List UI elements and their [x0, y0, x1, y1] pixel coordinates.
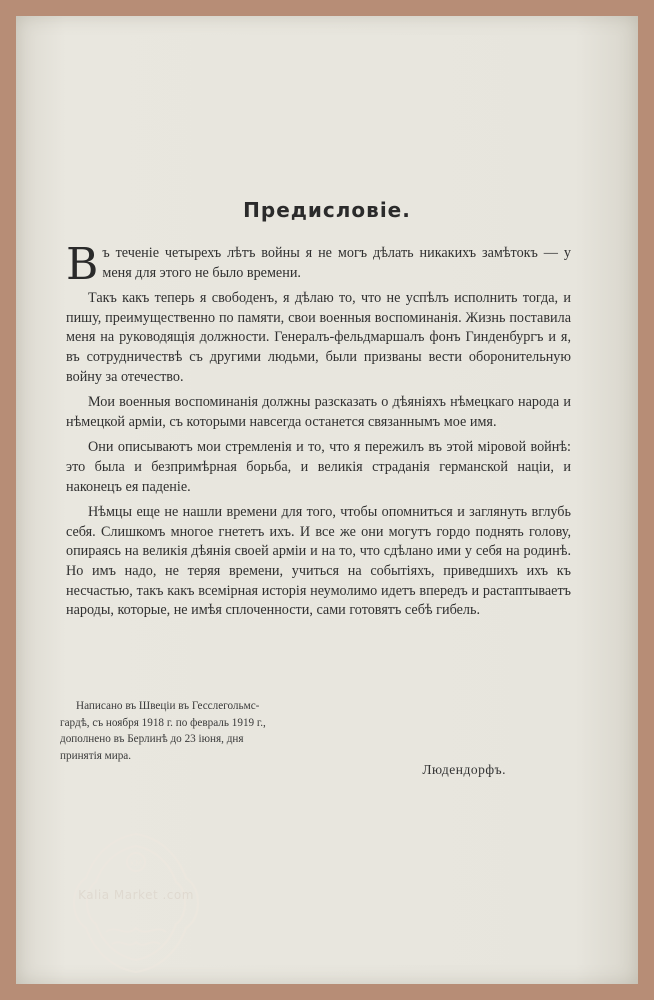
- paragraph-2: Такъ какъ теперь я свободенъ, я дѣлаю то, что не успѣлъ исполнить тогда, и пишу, преимущественно по памяти, свои военныя воспоминанія. Жизнь поставила меня на руководящія должности. Генералъ-фельдмаршалъ фонъ Гинденбургъ и я, въ сотрудничествѣ съ другими людьми, были призваны вести оборонительную войну за отечество.: [66, 290, 571, 385]
- paragraph-1-text: ъ теченіе четырехъ лѣтъ войны я не могъ дѣлать никакихъ замѣтокъ — у меня для этого не было времени.: [102, 245, 571, 281]
- paragraph-3: Мои военныя воспоминанія должны разсказать о дѣяніяхъ нѣмецкаго народа и нѣмецкой арміи, съ которыми навсегда останется связаннымъ мое имя.: [66, 394, 571, 430]
- dateline-line: гардѣ, съ ноября 1918 г. по февраль 1919 г.,: [60, 716, 266, 729]
- seller-watermark-logo: [66, 828, 206, 978]
- watermark-monogram: KM: [129, 859, 143, 868]
- paragraph-5: Нѣмцы еще не нашли времени для того, чтобы опомниться и заглянуть вглубь себя. Слишкомъ многое гнететъ ихъ. И все же они могутъ гордо поднять голову, опираясь на великія дѣянія своей арміи и на то, что сдѣлано ими у себя на родинѣ. Но имъ надо, не теряя времени, учиться на событіяхъ, приведшихъ ихъ къ несчастью, такъ какъ всемірная исторія неумолимо идетъ впередъ и растаптываетъ народы, которые, не имѣя сплоченности, сами готовятъ себѣ гибель.: [66, 504, 571, 619]
- book-page: [16, 16, 638, 984]
- dateline-line: принятія мира.: [60, 749, 132, 762]
- author-signature: Людендорфъ.: [422, 762, 506, 777]
- page-title: Предисловіе.: [243, 198, 411, 222]
- drop-cap: В: [66, 239, 99, 290]
- dateline-note: [60, 698, 330, 764]
- dateline-line: Написано въ Швеціи въ Гесслегольмс-: [76, 700, 260, 712]
- paragraph-1: [66, 239, 571, 290]
- paragraph-4: Они описываютъ мои стремленія и то, что я пережилъ въ этой міровой войнѣ: это была и безпримѣрная борьба, и великія страданія германской націи, и наконецъ ея паденіе.: [66, 439, 571, 495]
- preface-body: [66, 239, 571, 627]
- watermark-ornament-icon: [66, 828, 206, 978]
- watermark-text: Kalia Market .com: [78, 888, 194, 902]
- dateline-line: дополнено въ Берлинѣ до 23 іюня, дня: [60, 733, 244, 745]
